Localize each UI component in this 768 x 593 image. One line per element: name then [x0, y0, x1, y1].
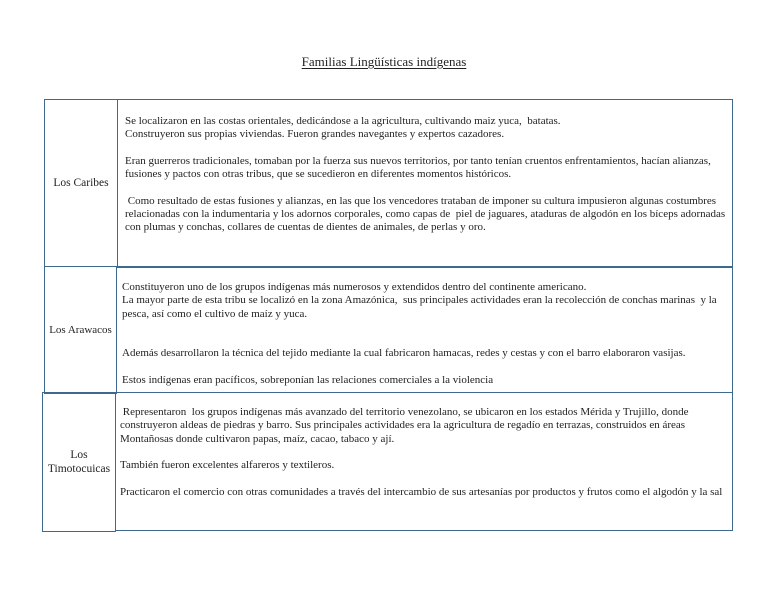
arawacos-paragraph: La mayor parte de esta tribu se localizó en la zona Amazónica, sus principales actividades eran la recolección de conchas marinas y la pesca, así como el cultivo de maíz y yuca.	[122, 294, 720, 320]
arawacos-paragraph: Estos indígenas eran pacíficos, sobreponían las relaciones comerciales a la violencia	[122, 373, 494, 386]
caribes-paragraph: Se localizaron en las costas orientales, dedicándose a la agricultura, cultivando maiz yuca, batatas.	[125, 115, 561, 127]
arawacos-label: Los Arawacos	[49, 324, 112, 336]
document-title: Familias Lingüísticas indígenas	[301, 54, 467, 69]
caribes-paragraph: Eran guerreros tradicionales, tomaban por la fuerza sus nuevos territorios, por tanto tenían cruentos enfrentamientos, hacían alianzas, fusiones y pactos con otras tribus, que se sucedieron en diferentes momentos históricos.	[125, 154, 714, 181]
timotocuicas-text	[120, 406, 732, 499]
timotocuicas-label-line: Timotocuicas	[47, 463, 111, 475]
caribes-text	[125, 115, 727, 235]
arawacos-paragraph: Constituyeron uno de los grupos indígenas más numerosos y extendidos dentro del continente americano.	[122, 281, 587, 293]
timotocuicas-label	[42, 392, 116, 532]
timotocuicas-paragraph: Representaron los grupos indígenas más avanzado del territorio venezolano, se ubicaron en los estados Mérida y Trujillo, donde construyeron aldeas de piedras y barro. Sus principales actividades era la agricultura de regadío en terrazas, construidos en áreas Montañosas donde cultivaron papas, maíz, cacao, tabaco y ají.	[120, 406, 692, 445]
timotocuicas-paragraph: También fueron excelentes alfareros y textileros.	[120, 459, 335, 472]
arawacos-text	[122, 281, 730, 387]
caribes-paragraph: Como resultado de estas fusiones y alianzas, en las que los vencedores trataban de imponer su cultura impusieron algunas costumbres relacionadas con la indumentaria y los adornos corporales, como capas de piel de jaguares, ataduras de algodón en los bíceps adornadas con plumas y conchas, collares de cuentas de dientes de animales, de perlas y oro.	[125, 194, 728, 234]
arawacos-paragraph: Además desarrollaron la técnica del tejido mediante la cual fabricaron hamacas, redes y cestas y con el barro elaboraron vasijas.	[122, 347, 686, 360]
timotocuicas-paragraph: Practicaron el comercio con otras comunidades a través del intercambio de sus artesanías por productos y frutos como el algodón y la sal	[120, 485, 723, 498]
caribes-label: Los Caribes	[53, 177, 109, 189]
timotocuicas-label-line: Los	[70, 449, 88, 461]
caribes-paragraph: Construyeron sus propias viviendas. Fueron grandes navegantes y expertos cazadores.	[125, 128, 505, 141]
